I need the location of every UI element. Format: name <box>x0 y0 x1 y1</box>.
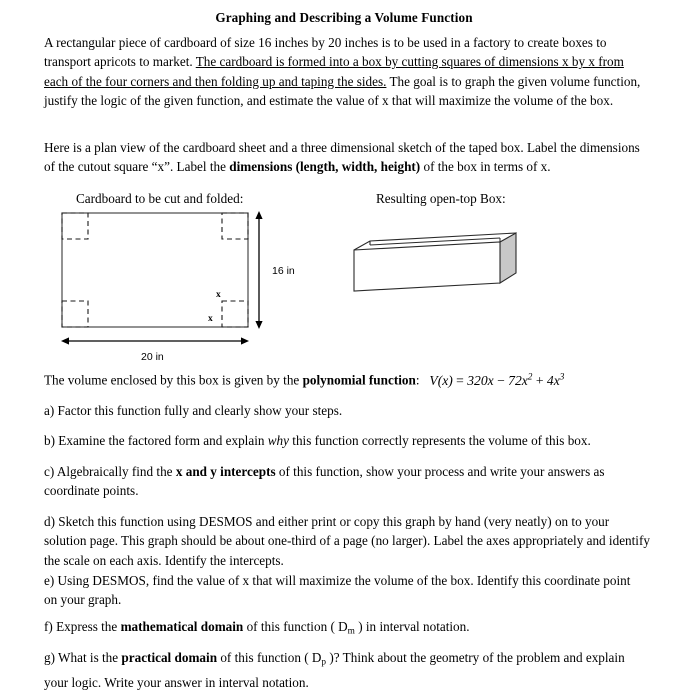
width-dimension-label: 20 in <box>141 351 164 363</box>
question-f-subscript: m <box>347 626 355 637</box>
intro-paragraph <box>44 33 649 110</box>
instructions-part2: of the box in terms of x. <box>420 159 551 175</box>
box-figure-caption: Resulting open-top Box: <box>376 191 506 206</box>
width-arrow-left <box>61 337 69 344</box>
instructions-paragraph <box>44 138 654 177</box>
question-g-bold-domain: practical domain <box>121 650 218 665</box>
question-g-pre: What is the <box>55 650 122 665</box>
formula-equals: = <box>452 372 468 388</box>
question-c-post: of this function, show your process and write your answers as coordinate points. <box>44 464 605 499</box>
formula-term2: 72x <box>508 372 528 388</box>
question-c-letter: c) <box>44 464 55 479</box>
polynomial-function-bold: polynomial function <box>302 372 416 388</box>
question-f-post: ) in interval notation. <box>354 619 470 634</box>
question-g-subscript: p <box>321 657 327 668</box>
question-b-post: this function correctly represents the volume of this box. <box>289 433 591 448</box>
volume-function-line <box>44 372 664 389</box>
intro-part1: A rectangular piece of cardboard of size 16 inches by 20 inches is to be used in a factory to create boxes to transport apricots to market. <box>44 35 607 70</box>
question-item-f <box>44 617 650 642</box>
volume-function-formula <box>429 373 564 388</box>
height-arrow-down <box>255 321 262 329</box>
question-a-text: Factor this function fully and clearly show your steps. <box>54 403 343 418</box>
formula-colon: : <box>415 372 420 388</box>
cardboard-rectangle <box>62 213 248 327</box>
page-title: Graphing and Describing a Volume Function <box>215 10 473 25</box>
question-item-a <box>44 401 650 420</box>
formula-term1: 320x <box>467 372 494 388</box>
formula-term2-operator: − <box>493 372 509 388</box>
formula-term3: 4x <box>546 372 560 388</box>
question-f-pre: Express the <box>52 619 121 634</box>
question-d-letter: d) <box>44 514 55 529</box>
box-right-face <box>500 233 516 283</box>
question-b-letter: b) <box>44 433 55 448</box>
question-b-italic-why: why <box>267 433 289 448</box>
formula-term3-operator: + <box>532 372 547 388</box>
question-item-d <box>44 512 650 570</box>
question-c-pre: Algebraically find the <box>54 464 176 479</box>
height-dimension-label: 16 in <box>272 265 295 277</box>
question-g-mid: of this function ( D <box>217 650 322 665</box>
question-f-bold-domain: mathematical domain <box>120 619 244 634</box>
cardboard-figure-caption: Cardboard to be cut and folded: <box>76 191 244 206</box>
question-item-c <box>44 462 644 501</box>
cutout-label-x-top: x <box>216 290 221 300</box>
question-e-text: Using DESMOS, find the value of x that will maximize the volume of the box. Identify this coordinate point on your graph. <box>44 573 631 608</box>
formula-term3-exponent: 3 <box>559 372 565 382</box>
question-item-b <box>44 431 650 450</box>
question-g-post: )? Think about the geometry of the problem and explain your logic. Write your answer in interval notation. <box>44 650 625 690</box>
height-arrow-up <box>255 211 262 219</box>
formula-lead-text: The volume enclosed by this box is given by the <box>44 372 303 388</box>
width-arrow-right <box>241 337 249 344</box>
question-item-g <box>44 648 644 692</box>
question-b-pre: Examine the factored form and explain <box>55 433 268 448</box>
cutout-label-x-side: x <box>208 314 213 324</box>
question-a-letter: a) <box>44 403 55 418</box>
question-e-letter: e) <box>44 573 55 588</box>
instructions-part1: Here is a plan view of the cardboard sheet and a three dimensional sketch of the taped box. Label the dimensions of the cutout square “x”. Label the <box>44 140 640 175</box>
intro-part2: The goal is to graph the given volume function, justify the logic of the given function, and estimate the value of x that will maximize the volume of the box. <box>44 73 641 108</box>
formula-term2-exponent: 2 <box>527 372 533 382</box>
question-g-letter: g) <box>44 650 55 665</box>
question-f-mid: of this function ( D <box>243 619 348 634</box>
box-front-face <box>354 242 500 291</box>
instructions-bold-dimensions: dimensions (length, width, height) <box>229 159 421 175</box>
formula-function-name: V <box>429 372 438 388</box>
formula-function-arg: (x) <box>437 372 453 388</box>
question-c-bold-intercepts: x and y intercepts <box>175 464 276 479</box>
cardboard-plan-diagram <box>40 205 340 370</box>
intro-underlined-sentence: The cardboard is formed into a box by cutting squares of dimensions x by x from each of the four corners and then folding up and taping the sides. <box>44 54 624 89</box>
question-d-text: Sketch this function using DESMOS and either print or copy this graph by hand (very neatly) on to your solution page. This graph should be about one-third of a page (no larger). Label the axes appropriately and identify the scale on each axis. Identify the intercepts. <box>44 514 650 568</box>
open-top-box-diagram <box>348 228 548 298</box>
question-item-e <box>44 571 644 610</box>
question-f-letter: f) <box>44 619 53 634</box>
